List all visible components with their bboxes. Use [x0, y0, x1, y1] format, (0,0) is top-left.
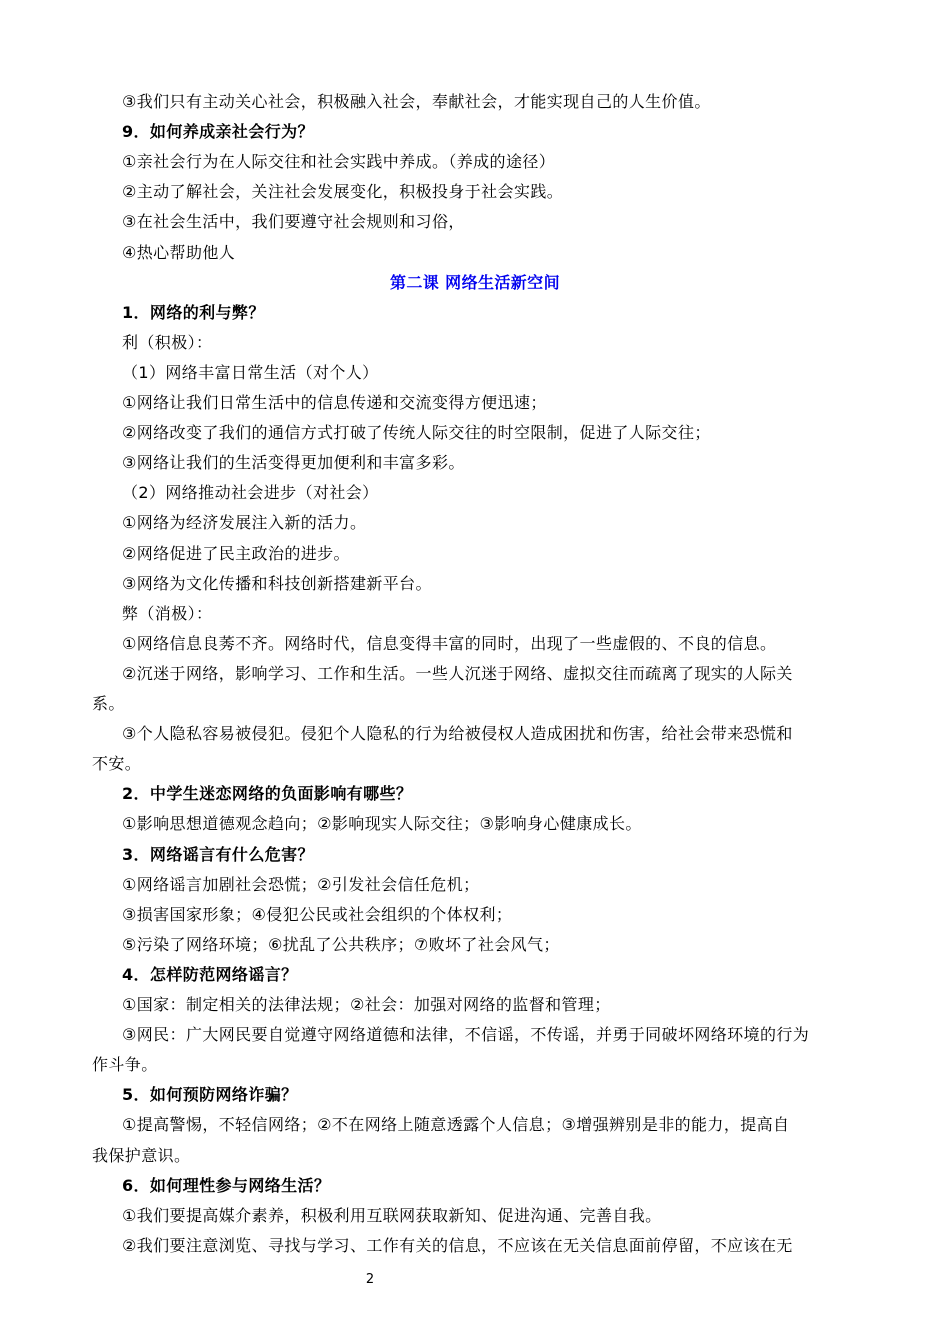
text-line: ②我们要注意浏览、寻找与学习、工作有关的信息，不应该在无关信息面前停留，不应该在无: [122, 1235, 793, 1255]
text-line: ①我们要提高媒介素养，积极利用互联网获取新知、促进沟通、完善自我。: [122, 1205, 662, 1225]
text-line: ②沉迷于网络，影响学习、工作和生活。一些人沉迷于网络、虚拟交往而疏离了现实的人际关: [122, 663, 793, 683]
text-line: ②主动了解社会，关注社会发展变化，积极投身于社会实践。: [122, 182, 564, 202]
text-line: ③损害国家形象；④侵犯公民或社会组织的个体权利；: [122, 904, 513, 924]
question-heading: 6．如何理性参与网络生活？: [122, 1175, 331, 1195]
text-line: ①网络信息良莠不齐。网络时代，信息变得丰富的同时，出现了一些虚假的、不良的信息。: [122, 633, 777, 653]
text-line: 系。: [92, 694, 125, 713]
text-line: ③网络让我们的生活变得更加便利和丰富多彩。: [122, 453, 465, 473]
text-line: ①网络谣言加剧社会恐慌；②引发社会信任危机；: [122, 874, 480, 894]
text-line: （2）网络推动社会进步（对社会）: [122, 483, 379, 503]
section-title: 第二课 网络生活新空间: [390, 272, 560, 292]
text-line: ③个人隐私容易被侵犯。侵犯个人隐私的行为给被侵权人造成困扰和伤害，给社会带来恐慌和: [122, 724, 793, 744]
text-line: ③网民：广大网民要自觉遵守网络道德和法律，不信谣，不传谣，并勇于同破坏网络环境的行为: [122, 1025, 810, 1045]
page-number: 2: [365, 1272, 375, 1287]
question-heading: 4．怎样防范网络谣言？: [122, 964, 298, 984]
text-line: ③在社会生活中，我们要遵守社会规则和习俗，: [122, 212, 465, 232]
text-line: ①亲社会行为在人际交往和社会实践中养成。（养成的途径）: [122, 152, 556, 172]
text-line: ①网络为经济发展注入新的活力。: [122, 513, 367, 533]
text-line: 利（积极）：: [122, 332, 213, 352]
text-line: ④热心帮助他人: [122, 242, 236, 262]
text-line: ③我们只有主动关心社会，积极融入社会，奉献社会，才能实现自己的人生价值。: [122, 92, 711, 111]
text-line: 不安。: [92, 754, 142, 774]
text-line: 弊（消极）：: [122, 603, 213, 623]
text-line: （1）网络丰富日常生活（对个人）: [122, 362, 379, 382]
text-line: 我保护意识。: [92, 1145, 191, 1165]
question-heading: 5．如何预防网络诈骗？: [122, 1085, 298, 1105]
question-heading: 3．网络谣言有什么危害？: [122, 844, 314, 864]
text-line: ①国家：制定相关的法律法规；②社会：加强对网络的监督和管理；: [122, 995, 611, 1014]
question-heading: 1．网络的利与弊？: [122, 302, 265, 322]
question-heading: 9．如何养成亲社会行为？: [122, 122, 314, 142]
text-line: ①网络让我们日常生活中的信息传递和交流变得方便迅速；: [122, 393, 547, 412]
text-line: ①影响思想道德观念趋向；②影响现实人际交往；③影响身心健康成长。: [122, 814, 642, 834]
text-line: ②网络改变了我们的通信方式打破了传统人际交往的时空限制，促进了人际交往；: [122, 423, 711, 443]
text-line: ②网络促进了民主政治的进步。: [122, 543, 350, 563]
text-line: ⑤污染了网络环境；⑥扰乱了公共秩序；⑦败坏了社会风气；: [122, 934, 560, 954]
text-line: ①提高警惕，不轻信网络；②不在网络上随意透露个人信息；③增强辨别是非的能力，提高自: [122, 1115, 790, 1135]
text-line: 作斗争。: [92, 1055, 158, 1075]
question-heading: 2．中学生迷恋网络的负面影响有哪些？: [122, 784, 413, 804]
text-line: ③网络为文化传播和科技创新搭建新平台。: [122, 573, 432, 593]
